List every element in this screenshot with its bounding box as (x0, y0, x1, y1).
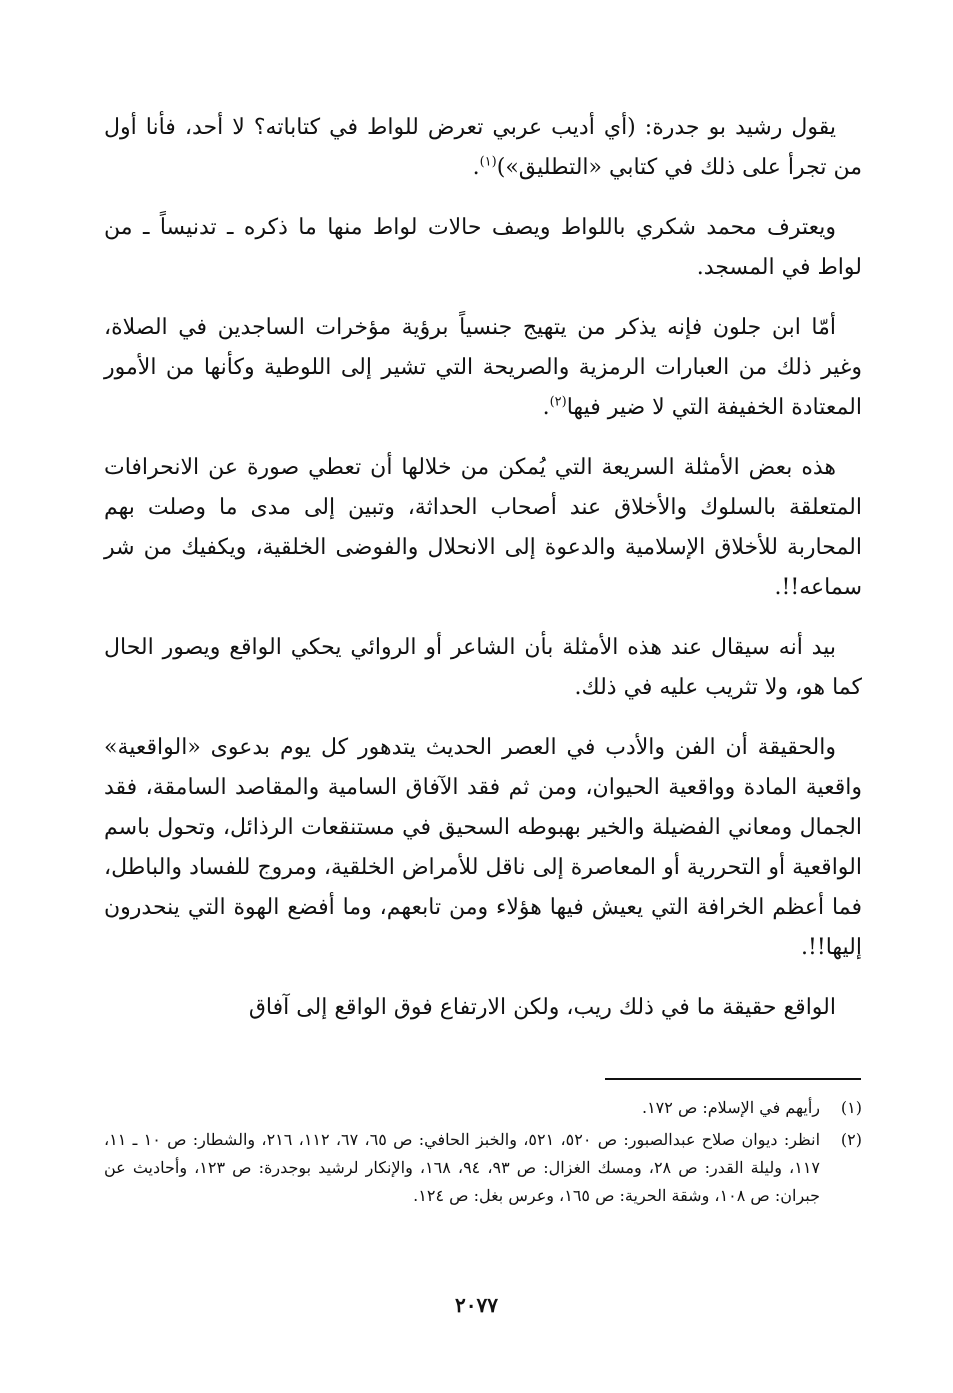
paragraph-5 (104, 628, 862, 708)
paragraph-1-text: يقول رشيد بو جدرة: (أي أديب عربي تعرض للواط في كتاباته؟ لا أحد، فأنا أول من تجرأ على ذلك في كتابي «التطليق») (104, 115, 862, 180)
footnotes (104, 1094, 862, 1214)
page-body (104, 108, 862, 1048)
footnote-2-text: انظر: ديوان صلاح عبدالصبور: ص ٥٢٠، ٥٢١، والخبز الحافي: ص ٦٥، ٦٧، ١١٢، ٢١٦، والشطار: ص ١٠ ـ ١١، ١١٧، وليلة القدر: ص ٢٨، ومسك الغزال: ص ٩٣، ٩٤، ١٦٨، والإنكار لرشيد بوجدرة: ص ١٢٣، وأحاديث عن جبران: ص ١٠٨، وشقة الحرية: ص ١٦٥، وعرس بغل: ص ١٢٤. (104, 1130, 821, 1205)
footnote-ref-1: (١) (479, 154, 497, 170)
paragraph-2-text: ويعترف محمد شكري باللواط ويصف حالات لواط منها ما ذكره ـ تدنيساً ـ من لواط في المسجد. (104, 215, 862, 280)
footnote-separator (605, 1078, 861, 1080)
footnote-2 (104, 1126, 862, 1210)
footnote-1 (104, 1094, 862, 1122)
paragraph-3 (104, 308, 862, 428)
paragraph-7-text: الواقع حقيقة ما في ذلك ريب، ولكن الارتفاع فوق الواقع إلى آفاق (248, 995, 836, 1020)
paragraph-4-text: هذه بعض الأمثلة السريعة التي يُمكن من خلالها أن تعطي صورة عن الانحرافات المتعلقة بالسلوك والأخلاق عند أصحاب الحداثة، وتبين إلى مدى ما وصلت بهم المحاربة للأخلاق الإسلامية والدعوة إلى الانحلال والفوضى الخلقية، ويكفيك من شر سماعه!!. (104, 455, 862, 600)
paragraph-4 (104, 448, 862, 608)
paragraph-6 (104, 728, 862, 968)
paragraph-1-end: . (472, 155, 480, 180)
footnote-ref-2: (٢) (549, 394, 567, 410)
paragraph-2 (104, 208, 862, 288)
paragraph-3-end: . (542, 395, 550, 420)
footnote-2-number: (٢) (840, 1130, 862, 1149)
paragraph-3-text: أمّا ابن جلون فإنه يذكر من يتهيج جنسياً برؤية مؤخرات الساجدين في الصلاة، وغير ذلك من العبارات الرمزية والصريحة التي تشير إلى اللوطية وكأنها من الأمور المعتادة الخفيفة التي لا ضير فيها (104, 315, 862, 420)
footnote-1-text: رأيهم في الإسلام: ص ١٧٢. (641, 1098, 820, 1117)
paragraph-1 (104, 108, 862, 188)
page-number: ٢٠٧٧ (455, 1293, 498, 1317)
paragraph-7 (104, 988, 862, 1028)
paragraph-6-text: والحقيقة أن الفن والأدب في العصر الحديث يتدهور كل يوم بدعوى «الواقعية» واقعية المادة وواقعية الحيوان، ومن ثم فقد الآفاق السامية والمقاصد السامقة، فقد الجمال ومعاني الفضيلة والخير بهبوطه السحيق في مستنقعات الرذائل، وتحول باسم الواقعية أو التحررية أو المعاصرة إلى ناقل للأمراض الخلقية، ومروج للفساد والباطل، فما أعظم الخرافة التي يعيش فيها هؤلاء ومن تابعهم، وما أفضع الهوة التي ينحدرون إليها!!. (104, 735, 863, 960)
paragraph-5-text: بيد أنه سيقال عند هذه الأمثلة بأن الشاعر أو الروائي يحكي الواقع ويصور الحال كما هو، ولا تثريب عليه في ذلك. (104, 635, 862, 700)
footnote-1-number: (١) (840, 1098, 862, 1117)
